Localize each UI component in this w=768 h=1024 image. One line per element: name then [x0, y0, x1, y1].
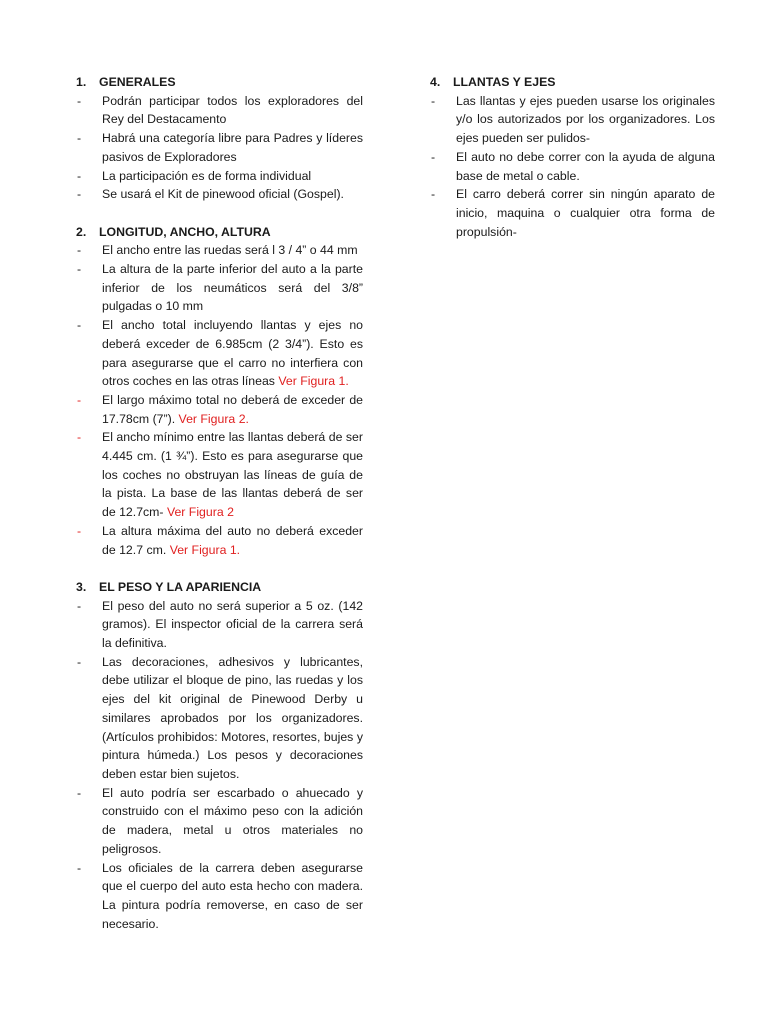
bullet-dash: - — [77, 187, 82, 202]
item-body: El ancho total incluyendo llantas y ejes no deberá exceder de 6.985cm (2 3/4”). Esto es para asegurarse que el carro no interfiera con otros coches en las otras líneas — [102, 318, 363, 389]
item-body: La altura de la parte inferior del auto a la parte inferior de los neumáticos será del 3/8” pulgadas o 10 mm — [102, 262, 363, 314]
item-text — [102, 522, 363, 559]
bullet-dash: - — [77, 262, 82, 277]
section-heading — [430, 73, 715, 92]
section-title: GENERALES — [99, 75, 176, 89]
list-item — [76, 241, 363, 260]
section-heading — [76, 578, 363, 597]
item-text: Podrán participar todos los exploradores del Rey del Destacamento — [102, 93, 363, 127]
figure-reference: Ver Figura 2 — [166, 505, 234, 520]
bullet-dash: - — [431, 149, 436, 164]
bullet-dash: - — [77, 168, 82, 183]
bullet-dash: - — [77, 430, 82, 445]
section-title: LLANTAS Y EJES — [453, 75, 556, 89]
figure-reference: Ver Figura 2. — [178, 411, 249, 426]
section-number: 4. — [430, 75, 441, 89]
section-llantas-ejes — [430, 73, 715, 241]
section-number: 2. — [76, 224, 87, 239]
bullet-dash: - — [77, 860, 82, 875]
item-body: La altura máxima del auto no deberá exceder de 12.7 cm. — [102, 523, 363, 557]
bullet-dash: - — [431, 187, 436, 202]
list-item — [76, 92, 363, 129]
list-item — [76, 597, 363, 653]
item-text — [102, 391, 363, 428]
section-number: 3. — [76, 579, 87, 594]
list-item — [76, 859, 363, 934]
list-item — [76, 428, 363, 522]
item-text — [102, 241, 363, 260]
list-item — [76, 391, 363, 428]
item-text: Las decoraciones, adhesivos y lubricantes, debe utilizar el bloque de pino, las ruedas y los ejes del kit original de Pinewood Derby u similares aprobados por los organizadores. (Artículos prohibidos: Motores, resortes, bujes y pintura húmeda.) Los pesos y decoraciones deben estar bien sujetos. — [102, 654, 363, 781]
section-title: EL PESO Y LA APARIENCIA — [99, 579, 262, 594]
list-item — [76, 129, 363, 166]
item-text: El auto podría ser escarbado o ahuecado y construido con el máximo peso con la adición de madera, metal u otros materiales no peligrosos. — [102, 785, 363, 856]
bullet-dash: - — [77, 785, 82, 800]
item-body: El ancho entre las ruedas será l 3 / 4” o 44 mm — [102, 243, 358, 258]
item-text — [102, 260, 363, 316]
bullet-dash: - — [77, 392, 82, 407]
section-heading — [76, 73, 363, 92]
list-item — [76, 316, 363, 391]
item-text: El peso del auto no será superior a 5 oz. (142 gramos). El inspector oficial de la carrera será la definitiva. — [102, 598, 363, 651]
item-text — [102, 428, 363, 522]
section-peso-apariencia — [76, 578, 363, 933]
list-item — [76, 260, 363, 316]
bullet-dash: - — [77, 243, 82, 258]
item-body: El largo máximo total no deberá de exceder de 17.78cm (7”). — [102, 392, 363, 426]
item-text: El auto no debe correr con la ayuda de alguna base de metal o cable. — [456, 149, 715, 183]
list-item — [76, 522, 363, 559]
list-item — [76, 185, 363, 204]
section-generales — [76, 73, 363, 204]
bullet-dash: - — [431, 93, 436, 108]
bullet-dash: - — [77, 318, 82, 333]
list-item — [430, 148, 715, 185]
figure-reference: Ver Figura 1. — [169, 542, 241, 557]
bullet-dash: - — [77, 131, 82, 146]
list-item — [76, 167, 363, 186]
right-column — [430, 73, 715, 260]
bullet-dash: - — [77, 654, 82, 669]
bullet-dash: - — [77, 523, 82, 538]
left-column — [76, 73, 363, 952]
bullet-dash: - — [77, 93, 82, 108]
figure-reference: Ver Figura 1. — [278, 374, 349, 389]
item-text: Los oficiales de la carrera deben asegurarse que el cuerpo del auto esta hecho con madera. La pintura podría removerse, en caso de ser necesario. — [102, 860, 363, 931]
item-text — [102, 316, 363, 391]
section-heading — [76, 223, 363, 242]
item-text: Habrá una categoría libre para Padres y líderes pasivos de Exploradores — [102, 131, 363, 164]
section-number: 1. — [76, 75, 87, 89]
list-item — [430, 92, 715, 148]
item-text: Las llantas y ejes pueden usarse los originales y/o los autorizados por los organizadores. Los ejes pueden ser pulidos- — [456, 93, 715, 146]
item-text: El carro deberá correr sin ningún aparato de inicio, maquina o cualquier otra forma de propulsión- — [456, 187, 715, 239]
bullet-dash: - — [77, 598, 82, 613]
list-item — [76, 784, 363, 859]
item-text: La participación es de forma individual — [102, 168, 312, 183]
list-item — [430, 185, 715, 241]
list-item — [76, 653, 363, 784]
item-text: Se usará el Kit de pinewood oficial (Gospel). — [102, 187, 344, 202]
item-body: El ancho mínimo entre las llantas deberá de ser 4.445 cm. (1 ¾”). Esto es para asegurarse que los coches no obstruyan las líneas de guía de la pista. La base de las llantas deberá de ser de 12.7cm- — [102, 430, 363, 520]
section-title: LONGITUD, ANCHO, ALTURA — [99, 224, 271, 239]
section-longitud-ancho-altura — [76, 223, 363, 560]
